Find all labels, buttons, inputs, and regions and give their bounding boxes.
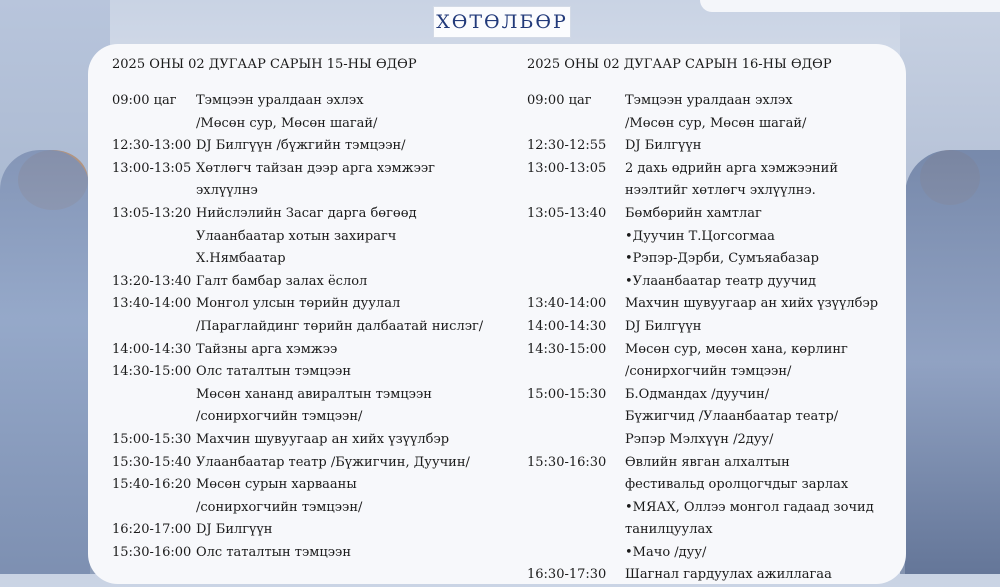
entry-description	[625, 339, 848, 384]
entry-line: Бүжигчид /Улаанбаатар театр/	[625, 409, 839, 425]
entry-line: Улаанбаатар хотын захирагч	[196, 228, 397, 244]
entry-time: 16:30-17:30	[527, 567, 607, 583]
entry-description	[625, 564, 832, 587]
entry-description	[625, 293, 878, 316]
entry-time: 09:00 цаг	[112, 93, 177, 108]
day2-schedule	[527, 52, 897, 587]
entry-time: 13:05-13:20	[112, 205, 192, 221]
entry-time: 15:30-15:40	[112, 454, 192, 470]
entry-description	[625, 452, 874, 565]
schedule-entry	[527, 135, 897, 158]
entry-line: Мөсөн сур, мөсөн хана, көрлинг	[625, 341, 848, 357]
schedule-entry	[527, 158, 897, 203]
top-right-tab-shape	[700, 0, 1000, 12]
entry-description	[625, 316, 701, 339]
entry-line: /Параглайдинг төрийн далбаатай нислэг/	[196, 318, 484, 334]
entry-line: /сонирхогчийн тэмцээн/	[196, 499, 363, 515]
entry-description	[196, 293, 483, 338]
entry-time: 15:30-16:30	[527, 454, 607, 470]
entry-line: эхлүүлнэ	[196, 183, 258, 199]
entry-time: 14:30-15:00	[527, 341, 607, 357]
entry-time: 14:30-15:00	[112, 364, 192, 380]
day1-entries	[112, 90, 502, 564]
entry-line: Галт бамбар залах ёслол	[196, 273, 368, 289]
schedule-entry	[112, 135, 502, 158]
entry-description	[196, 361, 432, 429]
day2-heading: 2025 ОНЫ 02 ДУГААР САРЫН 16-НЫ ӨДӨР	[527, 57, 832, 72]
entry-line: Тэмцээн уралдаан эхлэх	[625, 93, 793, 108]
entry-description	[196, 158, 435, 203]
entry-line: •МЯАХ, Оллээ монгол гадаад зочид	[625, 499, 874, 515]
entry-time: 09:00 цаг	[527, 93, 592, 108]
entry-description	[625, 90, 806, 135]
day1-heading: 2025 ОНЫ 02 ДУГААР САРЫН 15-НЫ ӨДӨР	[112, 57, 417, 72]
entry-line: Нийслэлийн Засаг дарга бөгөөд	[196, 205, 417, 221]
schedule-entry	[527, 384, 897, 452]
entry-line: DJ Билгүүн /бүжгийн тэмцээн/	[196, 138, 406, 154]
entry-description	[196, 135, 406, 158]
schedule-entry	[112, 203, 502, 271]
entry-description	[625, 384, 838, 452]
schedule-entry	[527, 452, 897, 565]
entry-time: 13:05-13:40	[527, 205, 607, 221]
entry-line: Өвлийн явган алхалтын	[625, 454, 790, 470]
entry-line: фестивальд оролцогчдыг зарлах	[625, 477, 849, 493]
entry-description	[196, 452, 470, 475]
schedule-entry	[527, 316, 897, 339]
entry-line: Махчин шувуугаар ан хийх үзүүлбэр	[196, 431, 450, 447]
entry-description	[625, 135, 701, 158]
schedule-entry	[112, 519, 502, 542]
entry-time: 13:40-14:00	[112, 296, 192, 312]
schedule-entry	[112, 542, 502, 565]
entry-line: Мөсөн сурын харвааны	[196, 477, 357, 493]
entry-line: Монгол улсын төрийн дуулал	[196, 296, 401, 312]
schedule-entry	[112, 452, 502, 475]
entry-description	[196, 429, 449, 452]
entry-line: Олс таталтын тэмцээн	[196, 544, 351, 560]
entry-description	[196, 519, 272, 542]
schedule-entry	[112, 158, 502, 203]
schedule-entry	[112, 293, 502, 338]
entry-time: 15:00-15:30	[112, 431, 192, 447]
entry-line: танилцуулах	[625, 522, 713, 538]
day2-entries	[527, 90, 897, 587]
entry-time: 15:40-16:20	[112, 477, 192, 493]
entry-line: DJ Билгүүн	[625, 138, 702, 154]
entry-description	[625, 203, 819, 293]
entry-line: •Рэпэр-Дэрби, Сумъяабазар	[625, 251, 819, 267]
schedule-entry	[527, 564, 897, 587]
crowd-figure	[905, 150, 1000, 574]
entry-time: 16:20-17:00	[112, 522, 192, 538]
entry-time: 13:20-13:40	[112, 273, 192, 289]
entry-description	[196, 90, 377, 135]
entry-line: Махчин шувуугаар ан хийх үзүүлбэр	[625, 296, 879, 312]
entry-line: Рэпэр Мэлхүүн /2дуу/	[625, 431, 774, 447]
entry-line: /Мөсөн сур, Мөсөн шагай/	[196, 115, 378, 131]
person-in-deel-figure	[0, 150, 90, 574]
entry-line: /сонирхогчийн тэмцээн/	[196, 409, 363, 425]
entry-line: нээлтийг хөтлөгч эхлүүлнэ.	[625, 183, 816, 199]
schedule-entry	[527, 203, 897, 293]
entry-line: Хөтлөгч тайзан дээр арга хэмжээг	[196, 160, 435, 176]
entry-line: Тэмцээн уралдаан эхлэх	[196, 93, 364, 108]
background-photo-right	[900, 0, 1000, 574]
schedule-entry	[112, 90, 502, 135]
entry-line: •Улаанбаатар театр дуучид	[625, 273, 817, 289]
schedule-entry	[112, 339, 502, 362]
day1-schedule	[112, 52, 502, 564]
entry-line: DJ Билгүүн	[625, 318, 702, 334]
entry-time: 15:00-15:30	[527, 386, 607, 402]
entry-line: Мөсөн хананд авиралтын тэмцээн	[196, 386, 432, 402]
entry-line: 2 дахь өдрийн арга хэмжээний	[625, 160, 838, 176]
entry-time: 13:00-13:05	[112, 160, 192, 176]
program-title: ХӨТӨЛБӨР	[433, 6, 571, 38]
entry-line: Б.Одмандах /дуучин/	[625, 386, 770, 402]
entry-line: Бөмбөрийн хамтлаг	[625, 205, 762, 221]
schedule-entry	[112, 429, 502, 452]
entry-line: Тайзны арга хэмжээ	[196, 341, 338, 357]
entry-line: /Мөсөн сур, Мөсөн шагай/	[625, 115, 807, 131]
entry-description	[196, 203, 417, 271]
entry-time: 12:30-13:00	[112, 138, 192, 154]
schedule-entry	[112, 361, 502, 429]
schedule-entry	[527, 339, 897, 384]
schedule-entry	[112, 271, 502, 294]
entry-description	[196, 474, 362, 519]
entry-time: 13:40-14:00	[527, 296, 607, 312]
entry-time: 13:00-13:05	[527, 160, 607, 176]
entry-description	[625, 158, 838, 203]
entry-line: DJ Билгүүн	[196, 522, 273, 538]
entry-description	[196, 542, 351, 565]
entry-line: Олс таталтын тэмцээн	[196, 364, 351, 380]
schedule-entry	[112, 474, 502, 519]
entry-time: 15:30-16:00	[112, 544, 192, 560]
entry-time: 14:00-14:30	[112, 341, 192, 357]
entry-line: /сонирхогчийн тэмцээн/	[625, 364, 792, 380]
entry-line: Улаанбаатар театр /Бүжигчин, Дуучин/	[196, 454, 470, 470]
entry-time: 12:30-12:55	[527, 138, 607, 154]
entry-description	[196, 339, 337, 362]
entry-line: •Дуучин Т.Цогсогмаа	[625, 228, 775, 244]
entry-line: •Мачо /дуу/	[625, 544, 707, 560]
entry-description	[196, 271, 367, 294]
entry-time: 14:00-14:30	[527, 318, 607, 334]
schedule-entry	[527, 293, 897, 316]
entry-line: Шагнал гардуулах ажиллагаа	[625, 567, 832, 583]
schedule-entry	[527, 90, 897, 135]
entry-line: Х.Нямбаатар	[196, 251, 286, 267]
